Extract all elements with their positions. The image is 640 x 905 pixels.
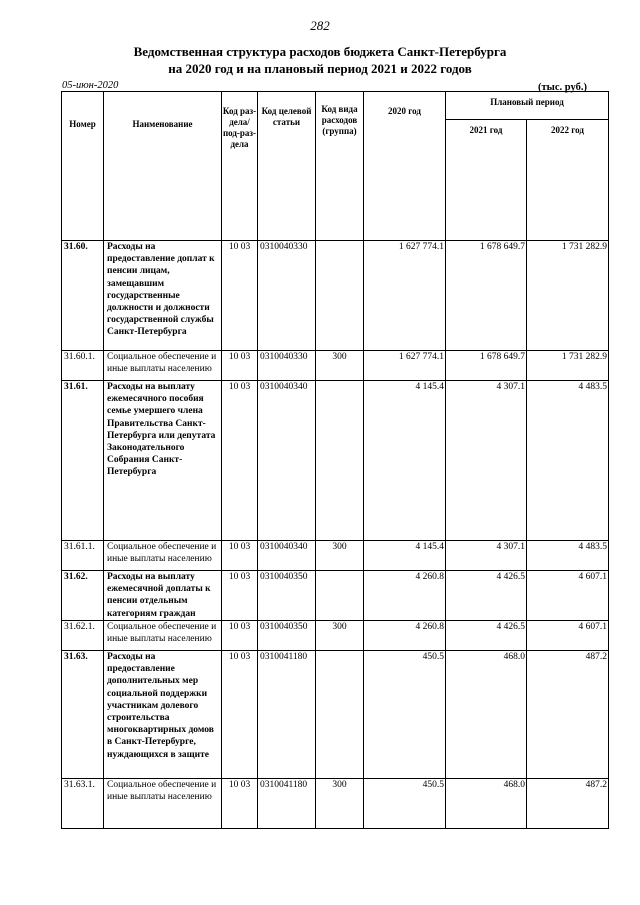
row-expense-type: [316, 381, 364, 541]
table-row: [62, 241, 609, 351]
row-amount-2021: 4 307.1: [446, 541, 527, 571]
row-section-code: 10 03: [222, 241, 258, 351]
header-target-code: Код целевой статьи: [258, 92, 316, 241]
row-amount-2020: 4 260.8: [364, 571, 446, 621]
page-number: 282: [310, 18, 330, 33]
row-name: Социальное обеспечение и иные выплаты населению: [104, 621, 222, 651]
row-number: 31.61.1.: [62, 541, 104, 571]
row-amount-2022: 4 483.5: [527, 541, 609, 571]
table-row: [62, 571, 609, 621]
row-amount-2022: 487.2: [527, 779, 609, 829]
title-line-2: на 2020 год и на плановый период 2021 и 2022 годов: [168, 61, 472, 76]
row-section-code: 10 03: [222, 651, 258, 779]
table-body: [62, 241, 609, 829]
row-amount-2022: 487.2: [527, 651, 609, 779]
header-planned-period: Плановый период: [446, 92, 609, 120]
row-amount-2020: 4 145.4: [364, 541, 446, 571]
row-amount-2021: 4 426.5: [446, 621, 527, 651]
row-section-code: 10 03: [222, 779, 258, 829]
row-section-code: 10 03: [222, 541, 258, 571]
row-section-code: 10 03: [222, 571, 258, 621]
row-amount-2022: 4 607.1: [527, 571, 609, 621]
row-target-code: 0310040330: [258, 351, 316, 381]
table-header: [62, 92, 609, 241]
table-row: [62, 351, 609, 381]
row-expense-type: 300: [316, 351, 364, 381]
table-row: [62, 621, 609, 651]
row-amount-2020: 4 145.4: [364, 381, 446, 541]
row-target-code: 0310041180: [258, 651, 316, 779]
row-section-code: 10 03: [222, 621, 258, 651]
row-name: Социальное обеспечение и иные выплаты населению: [104, 351, 222, 381]
row-number: 31.63.1.: [62, 779, 104, 829]
header-expense-type: Код вида расходов (группа): [316, 92, 364, 241]
header-year-2021: 2021 год: [446, 120, 527, 241]
header-number: Номер: [62, 92, 104, 241]
row-expense-type: 300: [316, 541, 364, 571]
header-year-2022: 2022 год: [527, 120, 609, 241]
row-number: 31.61.: [62, 381, 104, 541]
row-expense-type: [316, 241, 364, 351]
row-target-code: 0310040350: [258, 571, 316, 621]
row-amount-2021: 468.0: [446, 779, 527, 829]
row-target-code: 0310040330: [258, 241, 316, 351]
row-target-code: 0310040340: [258, 381, 316, 541]
row-number: 31.60.1.: [62, 351, 104, 381]
row-name: Социальное обеспечение и иные выплаты населению: [104, 541, 222, 571]
row-number: 31.63.: [62, 651, 104, 779]
table-row: [62, 541, 609, 571]
title-line-1: Ведомственная структура расходов бюджета Санкт-Петербурга: [133, 44, 507, 59]
budget-table: [61, 91, 609, 829]
row-amount-2020: 1 627 774.1: [364, 351, 446, 381]
row-amount-2022: 1 731 282.9: [527, 351, 609, 381]
row-name: Расходы на выплату ежемесячного пособия семье умершего члена Правительства Санкт-Петербурга или депутата Законодательного Собрания Санкт-Петербурга: [104, 381, 222, 541]
row-amount-2021: 1 678 649.7: [446, 241, 527, 351]
row-section-code: 10 03: [222, 351, 258, 381]
row-number: 31.62.1.: [62, 621, 104, 651]
row-expense-type: [316, 571, 364, 621]
row-expense-type: 300: [316, 621, 364, 651]
row-name: Расходы на выплату ежемесячной доплаты к пенсии отдельным категориям граждан: [104, 571, 222, 621]
units-label: (тыс. руб.): [538, 82, 587, 93]
row-section-code: 10 03: [222, 381, 258, 541]
row-name: Расходы на предоставление доплат к пенсии лицам, замещавшим государственные должности и должности государственной службы Санкт-Петербурга: [104, 241, 222, 351]
header-year-2020: 2020 год: [364, 92, 446, 241]
row-amount-2021: 1 678 649.7: [446, 351, 527, 381]
table-row: [62, 651, 609, 779]
row-target-code: 0310040340: [258, 541, 316, 571]
row-amount-2022: 1 731 282.9: [527, 241, 609, 351]
row-amount-2022: 4 607.1: [527, 621, 609, 651]
header-name: Наименование: [104, 92, 222, 241]
row-target-code: 0310041180: [258, 779, 316, 829]
row-number: 31.60.: [62, 241, 104, 351]
row-amount-2020: 4 260.8: [364, 621, 446, 651]
header-section-code: Код раз-дела/ под-раз-дела: [222, 92, 258, 241]
row-amount-2021: 4 307.1: [446, 381, 527, 541]
document-title: [0, 43, 640, 77]
row-amount-2022: 4 483.5: [527, 381, 609, 541]
row-name: Расходы на предоставление дополнительных мер социальной поддержки участникам долевого строительства многоквартирных домов в Санкт-Петербурге, нуждающихся в защите: [104, 651, 222, 779]
row-expense-type: [316, 651, 364, 779]
row-amount-2020: 450.5: [364, 651, 446, 779]
table-row: [62, 779, 609, 829]
table-row: [62, 381, 609, 541]
row-amount-2021: 468.0: [446, 651, 527, 779]
row-amount-2020: 1 627 774.1: [364, 241, 446, 351]
row-expense-type: 300: [316, 779, 364, 829]
row-name: Социальное обеспечение и иные выплаты населению: [104, 779, 222, 829]
row-number: 31.62.: [62, 571, 104, 621]
row-target-code: 0310040350: [258, 621, 316, 651]
document-date: 05-июн-2020: [62, 80, 119, 91]
row-amount-2020: 450.5: [364, 779, 446, 829]
row-amount-2021: 4 426.5: [446, 571, 527, 621]
